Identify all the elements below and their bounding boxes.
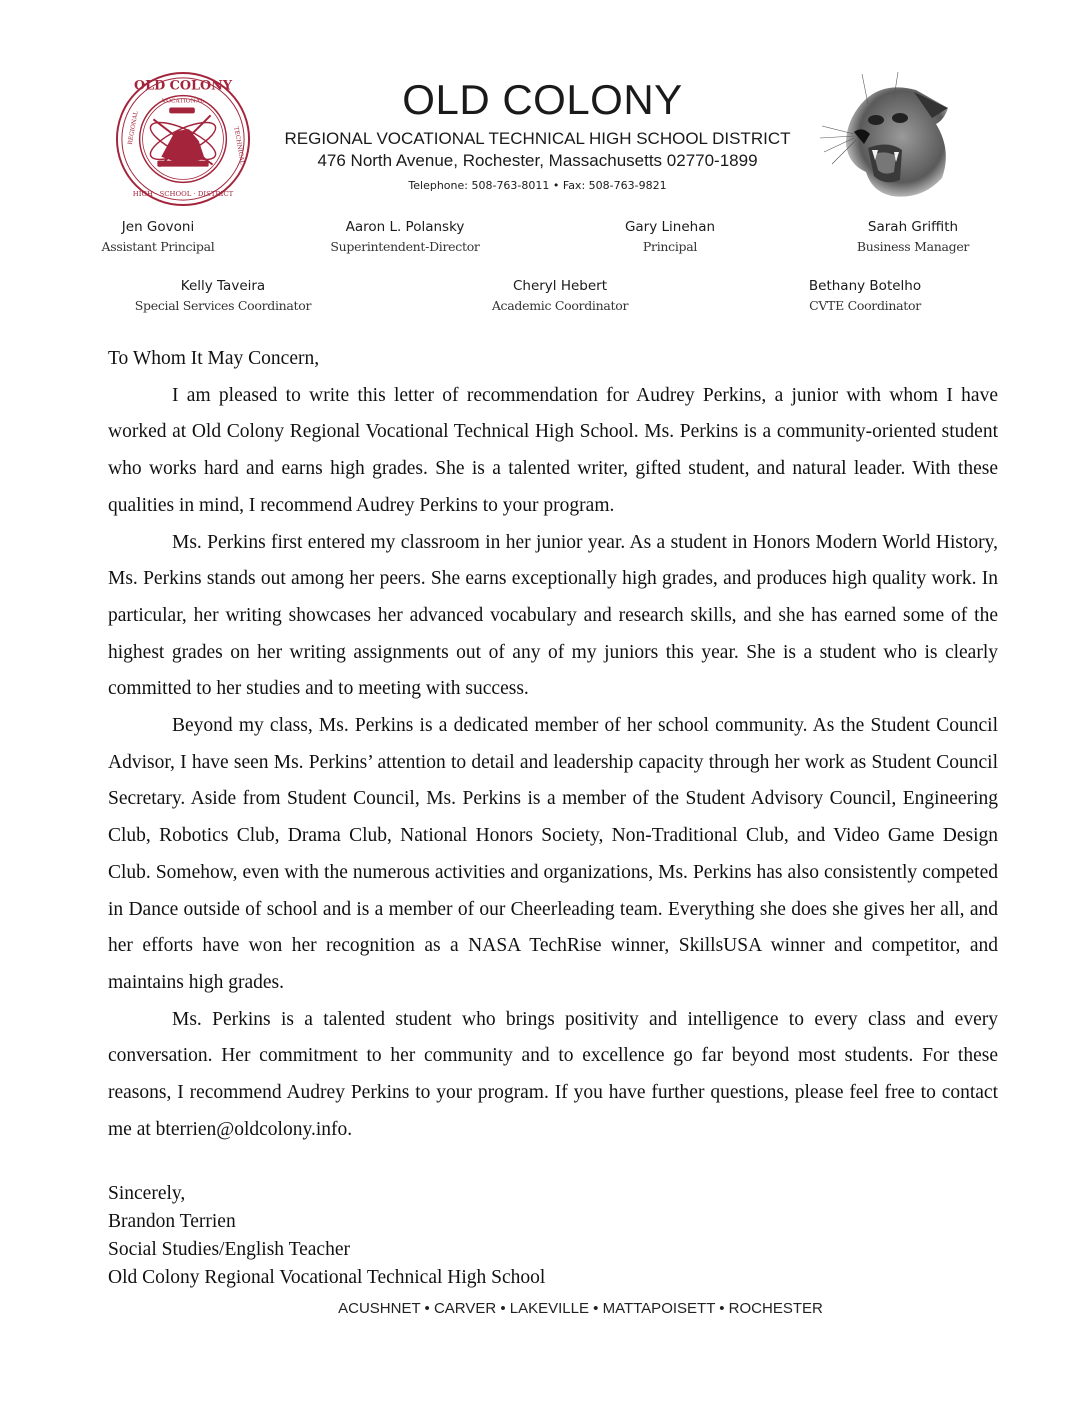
phone-fax: Telephone: 508-763-8011 • Fax: 508-763-9821 <box>408 179 667 192</box>
staff-name: Aaron L. Polansky <box>345 219 465 235</box>
staff-member <box>310 219 500 255</box>
paragraph-introduction: I am pleased to write this letter of recommendation for Audrey Perkins, a junior with whom I have worked at Old Colony Regional Vocational Technical High School. Ms. Perkins is a community-oriented student who works hard and earns high grades. She is a talented writer, gifted student, and natural leader. With these qualities in mind, I recommend Audrey Perkins to your program. <box>108 384 998 516</box>
staff-role: Special Services Coordinator <box>134 298 312 313</box>
staff-name: Sarah Griffith <box>867 219 959 235</box>
staff-name: Bethany Botelho <box>808 278 922 294</box>
paragraph-conclusion: Ms. Perkins is a talented student who brings positivity and intelligence to every class and every conversation. Her commitment to her community and to excellence go far beyond most students. For these reasons, I recommend Audrey Perkins to your program. If you have further questions, please feel free to contact me at bterrien@oldcolony.info. <box>108 1008 998 1140</box>
staff-member <box>590 219 750 255</box>
svg-text:REGIONAL: REGIONAL <box>127 110 140 146</box>
signer-name: Brandon Terrien <box>108 1211 236 1232</box>
staff-role: CVTE Coordinator <box>809 298 921 313</box>
paragraph-academics: Ms. Perkins first entered my classroom in her junior year. As a student in Honors Modern World History, Ms. Perkins stands out among her peers. She earns exceptionally high grades, and produces high quality work. In particular, her writing showcases her advanced vocabulary and research skills, and she has earned some of the highest grades on her writing assignments out of any of my juniors this year. She is a student who is clearly committed to her studies and to meeting with success. <box>108 531 998 700</box>
staff-role: Assistant Principal <box>101 239 215 254</box>
staff-role: Academic Coordinator <box>491 298 629 313</box>
signer-title: Social Studies/English Teacher <box>108 1239 350 1260</box>
staff-name: Jen Govoni <box>121 219 195 235</box>
staff-member <box>838 219 988 255</box>
svg-text:OLD COLONY: OLD COLONY <box>133 78 233 94</box>
letter-body <box>108 341 998 1148</box>
svg-text:VOCATIONAL: VOCATIONAL <box>162 98 204 105</box>
salutation: To Whom It May Concern, <box>108 348 320 369</box>
svg-text:TECHNICAL: TECHNICAL <box>232 126 245 166</box>
signature-block <box>108 1180 545 1292</box>
district-name: REGIONAL VOCATIONAL TECHNICAL HIGH SCHOOL DISTRICT <box>284 129 791 148</box>
staff-member <box>118 278 328 314</box>
school-seal-icon <box>114 70 252 208</box>
signer-organization: Old Colony Regional Vocational Technical High School <box>108 1267 546 1288</box>
closing-phrase: Sincerely, <box>108 1183 186 1204</box>
staff-name: Kelly Taveira <box>180 278 266 294</box>
school-address: 476 North Avenue, Rochester, Massachusetts 02770-1899 <box>317 151 758 170</box>
member-towns-footer: ACUSHNET • CARVER • LAKEVILLE • MATTAPOISETT • ROCHESTER <box>338 1300 823 1317</box>
staff-member <box>78 219 238 255</box>
staff-member <box>470 278 650 314</box>
paragraph-community: Beyond my class, Ms. Perkins is a dedicated member of her school community. As the Student Council Advisor, I have seen Ms. Perkins’ attention to detail and leadership capacity through her work as Student Council Secretary. Aside from Student Council, Ms. Perkins is a member of the Student Advisory Council, Engineering Club, Robotics Club, Drama Club, National Honors Society, Non-Traditional Club, and Video Game Design Club. Somehow, even with the numerous activities and organizations, Ms. Perkins has also consistently competed in Dance outside of school and is a member of our Cheerleading team. Everything she does she gives her all, and her efforts have won her recognition as a NASA TechRise winner, SkillsUSA winner and competitor, and maintains high grades. <box>108 715 998 993</box>
staff-role: Business Manager <box>856 239 970 254</box>
staff-member <box>790 278 940 314</box>
staff-name: Cheryl Hebert <box>512 278 608 294</box>
school-name: OLD COLONY <box>402 76 683 123</box>
staff-name: Gary Linehan <box>624 219 716 235</box>
staff-role: Principal <box>642 239 698 254</box>
svg-text:HIGH · SCHOOL · DISTRICT: HIGH · SCHOOL · DISTRICT <box>132 190 234 199</box>
staff-role: Superintendent-Director <box>330 239 480 254</box>
cougar-mascot-icon <box>818 68 968 208</box>
